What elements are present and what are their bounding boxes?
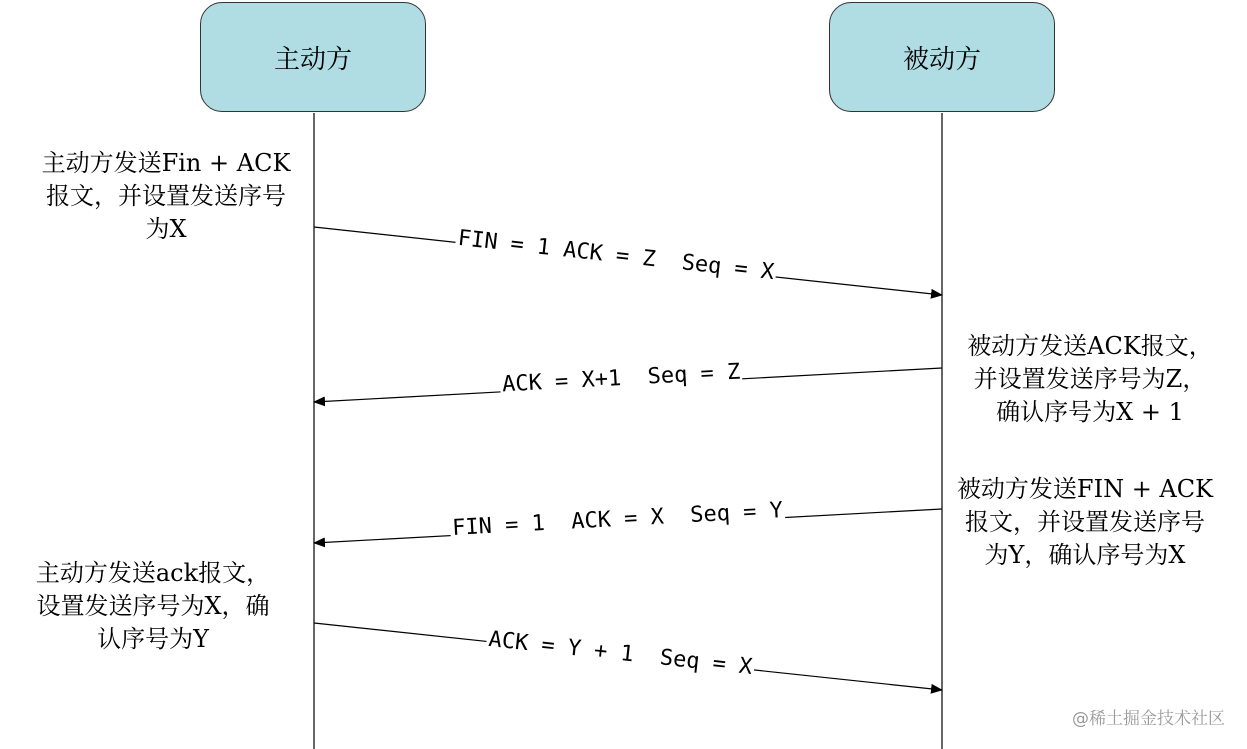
note-step2-line3: 确认序号为X + 1 (996, 398, 1184, 426)
note-step3-line2: 报文，并设置发送序号 (965, 508, 1205, 536)
note-step4-line1: 主动方发送ack报文， (35, 559, 271, 587)
message-label-1: FIN = 1 ACK = Z Seq = X (456, 225, 776, 286)
note-step1-line3: 为X (145, 215, 187, 243)
note-step1-line2: 报文，并设置发送序号 (46, 182, 286, 210)
participant-responder-label: 被动方 (902, 44, 981, 75)
watermark-text: @稀土掘金技术社区 (1072, 709, 1225, 729)
note-step4-line2: 设置发送序号为X，确 (36, 592, 270, 620)
message-label-2: ACK = X+1 Seq = Z (501, 359, 741, 398)
note-step1 (20, 147, 312, 246)
note-step3-line1: 被动方发送FIN + ACK (956, 475, 1214, 503)
participant-initiator-label: 主动方 (273, 44, 352, 75)
note-step4 (8, 557, 298, 656)
note-step2-line2: 并设置发送序号为Z， (973, 365, 1207, 393)
note-step4-line3: 认序号为Y (97, 625, 209, 653)
participant-responder (829, 2, 1055, 112)
note-step1-line1: 主动方发送Fin + ACK (41, 149, 291, 177)
note-step2 (955, 330, 1225, 429)
note-step3-line3: 为Y，确认序号为X (984, 541, 1186, 569)
note-step3 (940, 473, 1230, 572)
message-label-4: ACK = Y + 1 Seq = X (487, 626, 754, 681)
participant-initiator (200, 2, 426, 112)
note-step2-line1: 被动方发送ACK报文， (967, 332, 1213, 360)
message-label-3: FIN = 1 ACK = X Seq = Y (451, 498, 784, 541)
